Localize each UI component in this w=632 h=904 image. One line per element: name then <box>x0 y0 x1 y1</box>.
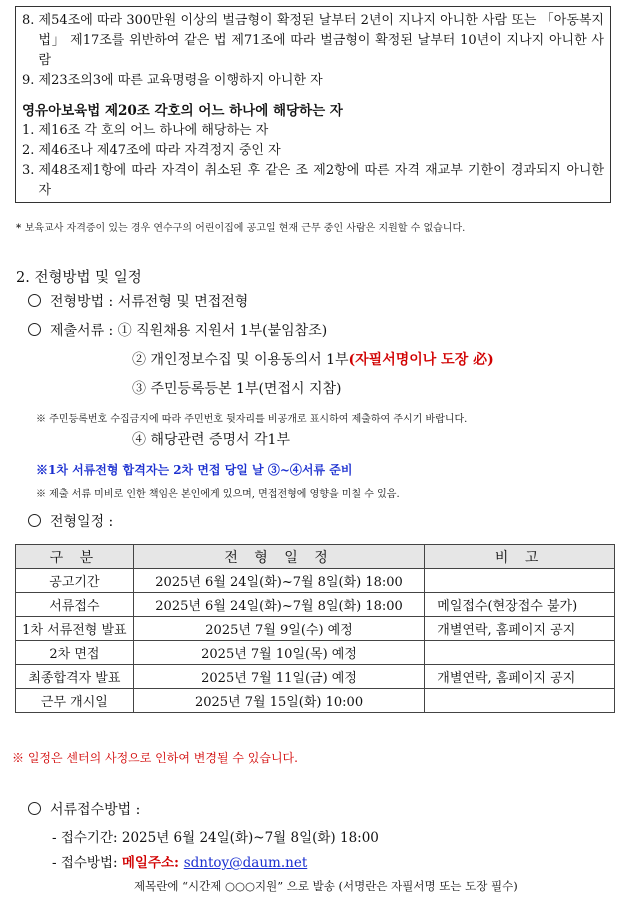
table-row: 1차 서류전형 발표 2025년 7월 9일(수) 예정 개별연락, 홈페이지 공지 <box>16 617 615 641</box>
email-link[interactable]: sdntoy@daum.net <box>183 855 308 871</box>
header-schedule: 전 형 일 정 <box>133 545 425 569</box>
doc-item-2: ② 개인정보수집 및 이용동의서 1부(자필서명이나 도장 必) <box>132 352 494 368</box>
list-item <box>22 141 604 161</box>
table-row: 서류접수 2025년 6월 24일(화)~7월 8일(화) 18:00 메일접수(현장접수 불가) <box>16 593 615 617</box>
item-text: 제54조에 따라 300만원 이상의 벌금형이 확정된 날부터 2년이 지나지 아니한 사람 또는 「아동복지법」 제17조를 위반하여 같은 법 제71조에 따라 벌금형이 확정된 날부터 10년이 지나지 아니한 사람 <box>38 13 604 68</box>
table-row: 공고기간 2025년 6월 24일(화)~7월 8일(화) 18:00 <box>16 569 615 593</box>
header-remarks: 비 고 <box>425 545 615 569</box>
list-item <box>22 71 604 91</box>
section-title: 2. 전형방법 및 일정 <box>16 270 142 286</box>
item-number: 1. <box>22 123 35 138</box>
teacher-eligibility-note: * 보육교사 자격증이 있는 경우 연수구의 어린이집에 공고일 현재 근무 중인 사람은 지원할 수 없습니다. <box>16 223 466 234</box>
doc-item-1: ① 직원채용 지원서 1부(붙임참조) <box>117 323 328 339</box>
method-line: 전형방법 : 서류전형 및 면접전형 <box>28 291 248 311</box>
circle-bullet-icon <box>28 323 41 336</box>
pass-note: ※1차 서류전형 합격자는 2차 면접 당일 날 ③~④서류 준비 <box>36 463 353 477</box>
header-category: 구 분 <box>16 545 134 569</box>
disqualification-box <box>15 6 611 203</box>
circle-bullet-icon <box>28 294 41 307</box>
item-text: 제46조나 제47조에 따라 자격정지 중인 자 <box>38 143 281 158</box>
item-number: 9. <box>22 73 35 88</box>
law-heading: 영유아보육법 제20조 각호의 어느 하나에 해당하는 자 <box>22 103 343 119</box>
submission-line: 서류접수방법 : <box>28 799 140 819</box>
item-text: 제16조 각 호의 어느 하나에 해당하는 자 <box>38 123 269 138</box>
item-text: 제23조의3에 따른 교육명령을 이행하지 아니한 자 <box>38 73 323 88</box>
list-item <box>22 161 604 201</box>
rrn-note: ※ 주민등록번호 수집금지에 따라 주민번호 뒷자리를 비공개로 표시하여 제출하여 주시기 바랍니다. <box>36 414 468 425</box>
doc-item-4: ④ 해당관련 증명서 각1부 <box>132 432 290 448</box>
schedule-table <box>15 544 615 713</box>
item-text: 제48조제1항에 따라 자격이 취소된 후 같은 조 제2항에 따른 자격 재교부 기한이 경과되지 아니한 자 <box>38 163 604 198</box>
circle-bullet-icon <box>28 802 41 815</box>
table-row: 근무 개시일 2025년 7월 15일(화) 10:00 <box>16 689 615 713</box>
signature-required-note: (자필서명이나 도장 必) <box>348 352 494 368</box>
submission-method: - 접수방법: 메일주소: sdntoy@daum.net <box>52 855 308 871</box>
item-number: 2. <box>22 143 35 158</box>
schedule-line: 전형일정 : <box>28 511 113 531</box>
schedule-change-note: ※ 일정은 센터의 사정으로 인하여 변경될 수 있습니다. <box>12 751 298 765</box>
list-item <box>22 11 604 71</box>
table-header-row <box>16 545 615 569</box>
submission-period: - 접수기간: 2025년 6월 24일(화)~7월 8일(화) 18:00 <box>52 830 379 846</box>
list-item <box>22 121 604 141</box>
doc-item-3: ③ 주민등록등본 1부(면접시 지참) <box>132 381 342 397</box>
responsibility-note: ※ 제출 서류 미비로 인한 책임은 본인에게 있으며, 면접전형에 영향을 미칠 수 있음. <box>36 489 400 500</box>
table-row: 2차 면접 2025년 7월 10일(목) 예정 <box>16 641 615 665</box>
item-number: 8. <box>22 13 35 28</box>
subject-note: 제목란에 “시간제 ○○○지원” 으로 발송 (서명란은 자필서명 또는 도장 필수) <box>134 879 518 893</box>
circle-bullet-icon <box>28 514 41 527</box>
table-row: 최종합격자 발표 2025년 7월 11일(금) 예정 개별연락, 홈페이지 공지 <box>16 665 615 689</box>
item-number: 3. <box>22 163 35 178</box>
docs-line: 제출서류 : ① 직원채용 지원서 1부(붙임참조) <box>28 320 327 340</box>
